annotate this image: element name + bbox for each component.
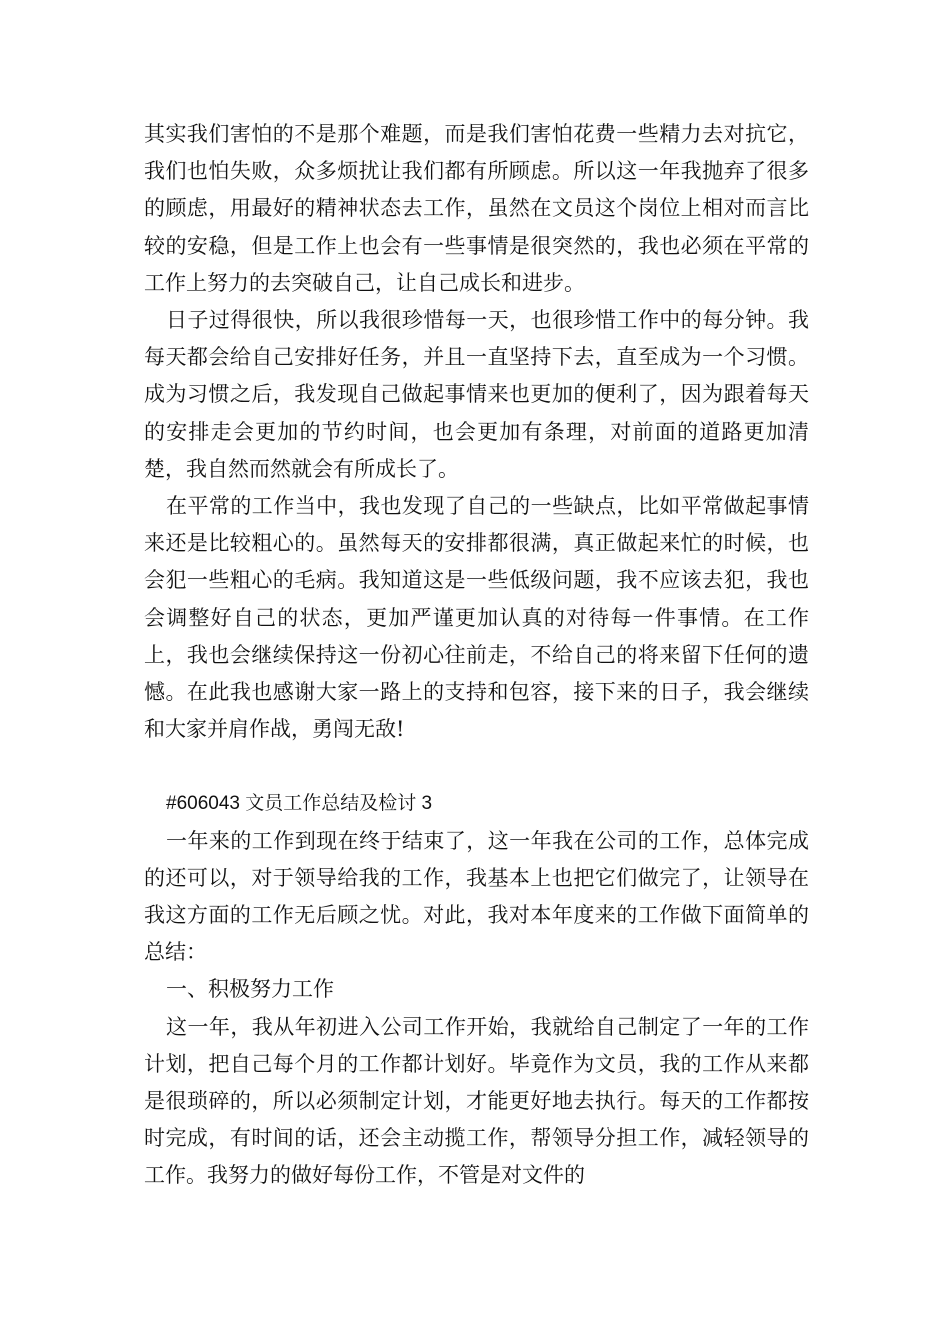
paragraph-1: 其实我们害怕的不是那个难题，而是我们害怕花费一些精力去对抗它，我们也怕失败，众多烦扰让我们都有所顾虑。所以这一年我抛弃了很多的顾虑，用最好的精神状态去工作，虽然在文员这个岗位上相对而言比较的安稳，但是工作上也会有一些事情是很突然的，我也必须在平常的工作上努力的去突破自己，让自己成长和进步。 [144, 122, 809, 295]
document-body [144, 116, 809, 1195]
paragraph-2: 日子过得很快，所以我很珍惜每一天，也很珍惜工作中的每分钟。我每天都会给自己安排好任务，并且一直坚持下去，直至成为一个习惯。成为习惯之后，我发现自己做起事情来也更加的便利了，因为跟着每天的安排走会更加的节约时间，也会更加有条理，对前面的道路更加清楚，我自然而然就会有所成长了。 [144, 308, 809, 481]
subheading: 一、积极努力工作 [166, 977, 334, 1002]
paragraph-3: 在平常的工作当中，我也发现了自己的一些缺点，比如平常做起事情来还是比较粗心的。虽然每天的安排都很满，真正做起来忙的时候，也会犯一些粗心的毛病。我知道这是一些低级问题，我不应该去犯，我也会调整好自己的状态，更加严谨更加认真的对待每一件事情。在工作上，我也会继续保持这一份初心往前走，不给自己的将来留下任何的遗憾。在此我也感谢大家一路上的支持和包容，接下来的日子，我会继续和大家并肩作战，勇闯无敌! [144, 494, 809, 742]
section-body-paragraph: 这一年，我从年初进入公司工作开始，我就给自己制定了一年的工作计划，把自己每个月的工作都计划好。毕竟作为文员，我的工作从来都是很琐碎的，所以必须制定计划，才能更好地去执行。每天的工作都按时完成，有时间的话，还会主动揽工作，帮领导分担工作，减轻领导的工作。我努力的做好每份工作，不管是对文件的 [144, 1014, 809, 1188]
section-heading: #606043 文员工作总结及检讨 3 [166, 793, 433, 815]
section-intro-paragraph: 一年来的工作到现在终于结束了，这一年我在公司的工作，总体完成的还可以，对于领导给我的工作，我基本上也把它们做完了，让领导在我这方面的工作无后顾之忧。对此，我对本年度来的工作做下面简单的总结： [144, 828, 809, 965]
